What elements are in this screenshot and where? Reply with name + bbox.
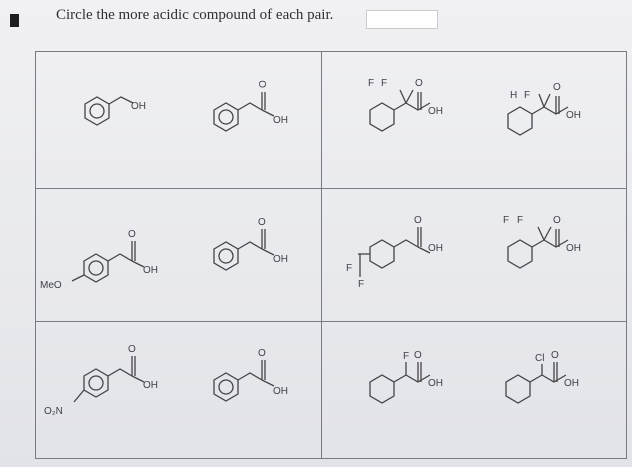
phenylacetic-acid-structure <box>214 80 288 131</box>
methoxy-label: MeO <box>40 280 62 291</box>
fluoro-label: F <box>403 351 410 362</box>
difluoro-cyclohexyl-acid-structure <box>346 215 443 290</box>
carbonyl-o-label: O <box>414 350 422 361</box>
instruction-text: Circle the more acidic compound of each pair. <box>56 7 334 23</box>
chloro-cyclohexylacetic-acid-structure <box>506 350 579 403</box>
carbonyl-o-label: O <box>415 78 423 89</box>
carbonyl-o-label: O <box>258 80 269 88</box>
fluoro-cyclohexylacetic-acid-structure <box>370 350 443 403</box>
nitrophenylacetic-acid-structure <box>44 344 158 417</box>
fluoro-label: F <box>503 215 510 226</box>
oh-label: OH <box>566 243 581 254</box>
row1-left-cell <box>36 52 321 188</box>
oh-label: OH <box>273 254 288 265</box>
oh-label: OH <box>273 115 288 126</box>
methoxyphenylacetic-acid-structure <box>40 229 158 291</box>
oh-label: OH <box>131 101 146 112</box>
oh-label: OH <box>143 265 158 276</box>
row1-left-structures <box>36 52 321 188</box>
oh-label: OH <box>428 378 443 389</box>
carbonyl-o-label: O <box>128 344 136 355</box>
difluoro-cyclohexyl-acid-structure <box>368 78 443 131</box>
table-border-bottom <box>35 458 627 459</box>
carbonyl-o-label: O <box>553 82 561 93</box>
oh-label: OH <box>564 378 579 389</box>
row1-right-cell <box>322 52 626 188</box>
carbonyl-o-label: O <box>258 217 266 228</box>
oh-label: OH <box>428 106 443 117</box>
carbonyl-o-label: O <box>128 229 136 240</box>
carbonyl-o-label: O <box>551 350 559 361</box>
benzyl-alcohol-structure <box>85 97 146 125</box>
table-border-right <box>626 51 627 459</box>
row3-left-structures <box>36 322 321 458</box>
oh-label: OH <box>428 243 443 254</box>
carbonyl-o-label: O <box>414 215 422 226</box>
fluoro-label: F <box>381 78 388 89</box>
binder-tab-mark <box>10 14 19 27</box>
phenylacetic-acid-structure <box>214 217 288 270</box>
row2-left-cell <box>36 189 321 321</box>
fluoro-label: F <box>346 263 353 274</box>
fluoro-label: F <box>517 215 524 226</box>
difluoro-cyclohexyl-acid-structure <box>503 215 581 268</box>
row2-right-cell <box>322 189 626 321</box>
row2-right-structures <box>322 189 626 321</box>
chloro-label: Cl <box>535 353 545 364</box>
nitro-label: O₂N <box>44 406 63 417</box>
carbonyl-o-label: O <box>258 348 266 359</box>
phenylacetic-acid-structure <box>214 348 288 401</box>
oh-label: OH <box>273 386 288 397</box>
oh-label: OH <box>566 110 581 121</box>
fluoro-label: F <box>524 90 531 101</box>
row3-left-cell <box>36 322 321 458</box>
hydrogen-label: H <box>510 90 518 101</box>
redacted-box <box>366 10 438 29</box>
row1-right-structures <box>322 52 626 188</box>
oh-label: OH <box>143 380 158 391</box>
row3-right-cell <box>322 322 626 458</box>
fluoro-label: F <box>368 78 375 89</box>
row3-right-structures <box>322 322 626 458</box>
row2-left-structures <box>36 189 321 321</box>
fluoro-cyclohexyl-acid-structure <box>508 82 581 135</box>
fluoro-label: F <box>358 279 365 290</box>
carbonyl-o-label: O <box>553 215 561 226</box>
